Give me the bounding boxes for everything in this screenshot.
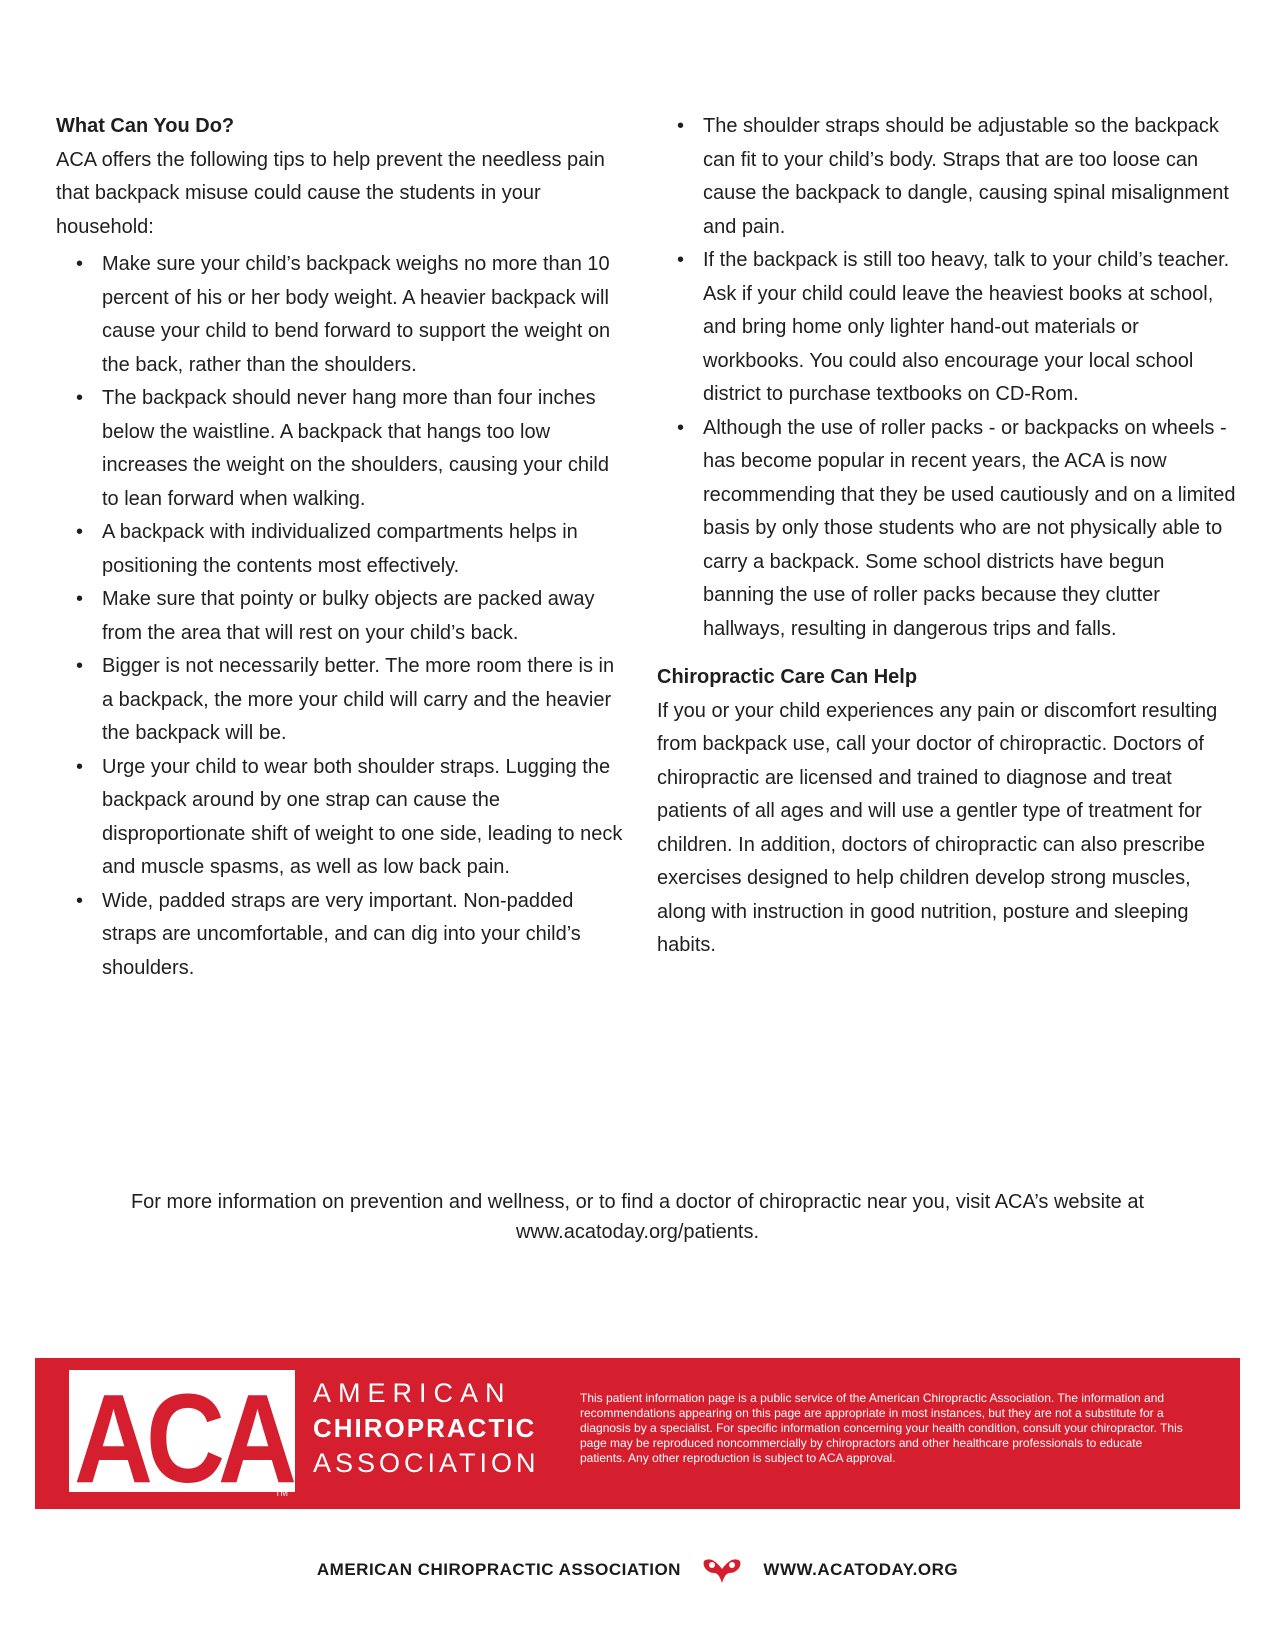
bottom-bar	[0, 1555, 1275, 1585]
aca-mark-icon	[700, 1555, 744, 1585]
tips-list-right	[657, 110, 1237, 646]
list-item: • Make sure your child’s backpack weighs no more than 10 percent of his or her body weight. A heavier backpack will cause your child to bend forward to support the weight on the back, rather than the shoulders.	[56, 248, 626, 382]
more-info-text: For more information on prevention and wellness, or to find a doctor of chiropractic near you, visit ACA’s website at www.acatoday.org/patients.	[130, 1191, 1145, 1243]
list-item: • The shoulder straps should be adjustable so the backpack can fit to your child’s body. Straps that are too loose can cause the backpack to dangle, causing spinal misalignment and pain.	[657, 110, 1237, 244]
chiropractic-care-paragraph: If you or your child experiences any pain or discomfort resulting from backpack use, call your doctor of chiropractic. Doctors of chiropractic are licensed and trained to diagnose and treat patients of all ages and will use a gentler type of treatment for children. In addition, doctors of chiropractic can also prescribe exercises designed to help children develop strong muscles, along with instruction in good nutrition, posture and sleeping habits.	[657, 699, 1218, 956]
section-heading-what-can-you-do: What Can You Do?	[56, 115, 235, 137]
org-name-line1: AMERICAN	[313, 1378, 512, 1408]
list-item: • Bigger is not necessarily better. The more room there is in a backpack, the more your child will carry and the heavier the backpack will be.	[56, 650, 626, 751]
org-name-line2: CHIROPRACTIC	[313, 1413, 537, 1443]
list-item: • Urge your child to wear both shoulder straps. Lugging the backpack around by one strap can cause the disproportionate shift of weight to one side, leading to neck and muscle spasms, as well as low back pain.	[56, 751, 626, 885]
list-item: • If the backpack is still too heavy, talk to your child’s teacher. Ask if your child could leave the heaviest books at school, and bring home only lighter hand-out materials or workbooks. You could also encourage your local school district to purchase textbooks on CD-Rom.	[657, 244, 1237, 412]
bottom-org-name: AMERICAN CHIROPRACTIC ASSOCIATION	[316, 1560, 681, 1579]
list-item: • Make sure that pointy or bulky objects are packed away from the area that will rest on your child’s back.	[56, 583, 626, 650]
org-name-line3: ASSOCIATION	[313, 1448, 540, 1478]
section-heading-chiropractic-care: Chiropractic Care Can Help	[657, 666, 918, 688]
list-item: • A backpack with individualized compartments helps in positioning the contents most effectively.	[56, 516, 626, 583]
trademark-mark: TM	[275, 1488, 288, 1498]
right-column	[657, 110, 1237, 963]
aca-banner	[35, 1358, 1240, 1509]
list-item: • Wide, padded straps are very important. Non-padded straps are uncomfortable, and can dig into your child’s shoulders.	[56, 885, 626, 986]
list-item: • The backpack should never hang more than four inches below the waistline. A backpack that hangs too low increases the weight on the shoulders, causing your child to lean forward when walking.	[56, 382, 626, 516]
svg-text:ACA: ACA	[74, 1370, 295, 1492]
tips-list-left	[56, 248, 626, 985]
intro-paragraph: ACA offers the following tips to help prevent the needless pain that backpack misuse could cause the students in your household:	[56, 148, 605, 238]
org-name-block	[313, 1376, 553, 1481]
aca-logo-icon	[69, 1370, 295, 1492]
disclaimer-text: This patient information page is a public service of the American Chiropractic Association. The information and recommendations appearing on this page are appropriate in most instances, but they are not a substitute for a diagnosis by a specialist. For specific information concerning your health condition, consult your chiropractor. This page may be reproduced noncommercially by chiropractors and other healthcare professionals to educate patients. Any other reproduction is subject to ACA approval.	[580, 1391, 1183, 1465]
left-column	[56, 110, 626, 985]
bottom-website: WWW.ACATODAY.ORG	[763, 1560, 959, 1579]
list-item: • Although the use of roller packs - or backpacks on wheels - has become popular in recent years, the ACA is now recommending that they be used cautiously and on a limited basis by only those students who are not physically able to carry a backpack. Some school districts have begun banning the use of roller packs because they clutter hallways, resulting in dangerous trips and falls.	[657, 412, 1237, 647]
